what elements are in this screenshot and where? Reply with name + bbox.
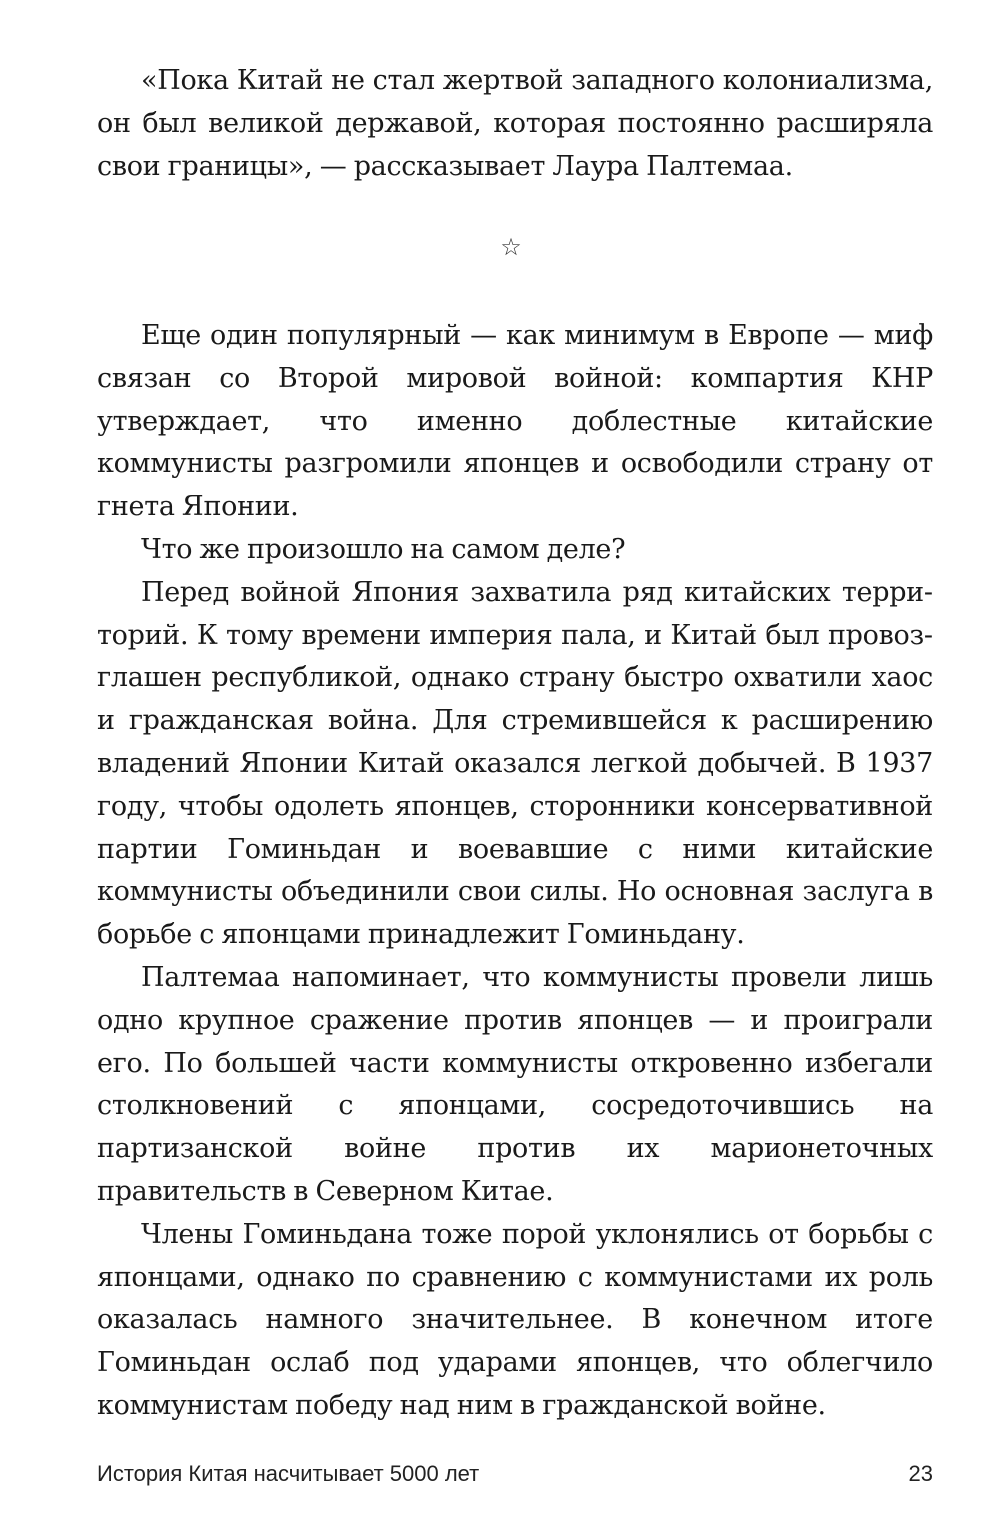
main-text-block [97,315,933,1428]
running-title: История Китая насчитывает 5000 лет [97,1461,480,1486]
intro-quote-block [97,60,933,188]
section-separator [0,232,1000,262]
intro-paragraph: «Пока Китай не стал жертвой западного колониализма, он был великой державой, которая постоянно расширяла свои границы», — рассказывает Лаура Палтемаа. [97,65,933,182]
page-number: 23 [908,1461,933,1486]
body-paragraph: Члены Гоминьдана тоже порой уклонялись от борьбы с японцами, однако по сравнению с коммунистами их роль оказалась намного значительнее. В конечном итоге Гоминьдан ослаб под ударами японцев, что облегчило коммунистам победу над ним в гражданской войне. [97,1218,933,1421]
star-outline-icon: ☆ [500,233,522,261]
body-paragraph: Еще один популярный — как минимум в Европе — миф связан со Второй мировой войной: компартия КНР утверждает, что именно доблестные китайские коммунисты разгромили японцев и освободили страну от гнета Японии. [97,320,933,523]
body-paragraph: Палтемаа напоминает, что коммунисты провели лишь одно крупное сражение против японцев — и проиграли его. По большей части коммунисты откровенно избегали столкновений с японцами, сосредоточившись на партизанской войне против их марионеточных правительств в Северном Китае. [97,961,933,1207]
body-paragraph: Что же произошло на самом деле? [141,533,626,565]
body-paragraph: Перед войной Япония захватила ряд китайских территорий. К тому времени империя пала, и Китай был провозглашен республикой, однако страну быстро охватили хаос и гражданская война. Для стремившейся к расширению владений Японии Китай оказался легкой добычей. В 1937 году, чтобы одолеть японцев, сторонники консервативной партии Гоминьдан и воевавшие с ними китайские коммунисты объединили свои силы. Но основная заслуга в борьбе с японцами принадлежит Гоминьдану. [97,576,933,951]
